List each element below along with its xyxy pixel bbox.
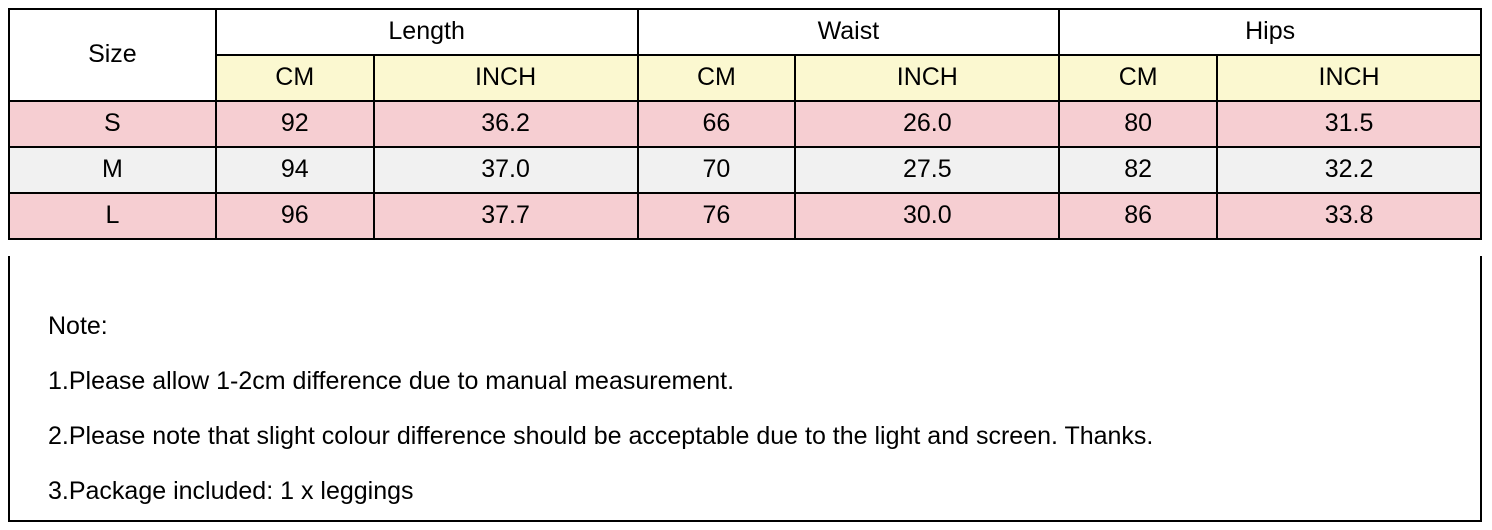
cell-waist-inch: 30.0 xyxy=(795,193,1059,239)
cell-waist-inch: 27.5 xyxy=(795,147,1059,193)
notes-title: Note: xyxy=(48,312,108,340)
header-size: Size xyxy=(9,9,216,101)
note-item: 1.Please allow 1-2cm difference due to manual measurement. xyxy=(48,367,735,395)
header-waist-cm: CM xyxy=(638,55,796,101)
size-chart-page xyxy=(0,8,1492,530)
cell-hips-cm: 82 xyxy=(1059,147,1217,193)
cell-length-inch: 37.0 xyxy=(374,147,638,193)
cell-length-cm: 92 xyxy=(216,101,374,147)
cell-size: M xyxy=(9,147,216,193)
cell-length-inch: 37.7 xyxy=(374,193,638,239)
size-chart-table xyxy=(8,8,1482,240)
cell-length-cm: 96 xyxy=(216,193,374,239)
cell-size: L xyxy=(9,193,216,239)
table-header-row-groups xyxy=(9,9,1481,55)
cell-hips-inch: 32.2 xyxy=(1217,147,1481,193)
header-group-length: Length xyxy=(216,9,638,55)
cell-length-cm: 94 xyxy=(216,147,374,193)
cell-waist-inch: 26.0 xyxy=(795,101,1059,147)
header-length-inch: INCH xyxy=(374,55,638,101)
note-item: 3.Package included: 1 x leggings xyxy=(48,477,414,505)
cell-size: S xyxy=(9,101,216,147)
header-group-hips: Hips xyxy=(1059,9,1481,55)
header-waist-inch: INCH xyxy=(795,55,1059,101)
table-header-row-units xyxy=(9,55,1481,101)
cell-hips-cm: 80 xyxy=(1059,101,1217,147)
cell-waist-cm: 76 xyxy=(638,193,796,239)
cell-hips-inch: 31.5 xyxy=(1217,101,1481,147)
header-length-cm: CM xyxy=(216,55,374,101)
cell-waist-cm: 66 xyxy=(638,101,796,147)
cell-hips-cm: 86 xyxy=(1059,193,1217,239)
table-row xyxy=(9,193,1481,239)
header-hips-cm: CM xyxy=(1059,55,1217,101)
table-row xyxy=(9,101,1481,147)
note-item: 2.Please note that slight colour difference should be acceptable due to the light and screen. Thanks. xyxy=(48,422,1154,450)
cell-length-inch: 36.2 xyxy=(374,101,638,147)
notes-section xyxy=(8,256,1482,522)
cell-waist-cm: 70 xyxy=(638,147,796,193)
cell-hips-inch: 33.8 xyxy=(1217,193,1481,239)
header-hips-inch: INCH xyxy=(1217,55,1481,101)
header-group-waist: Waist xyxy=(638,9,1060,55)
table-row xyxy=(9,147,1481,193)
